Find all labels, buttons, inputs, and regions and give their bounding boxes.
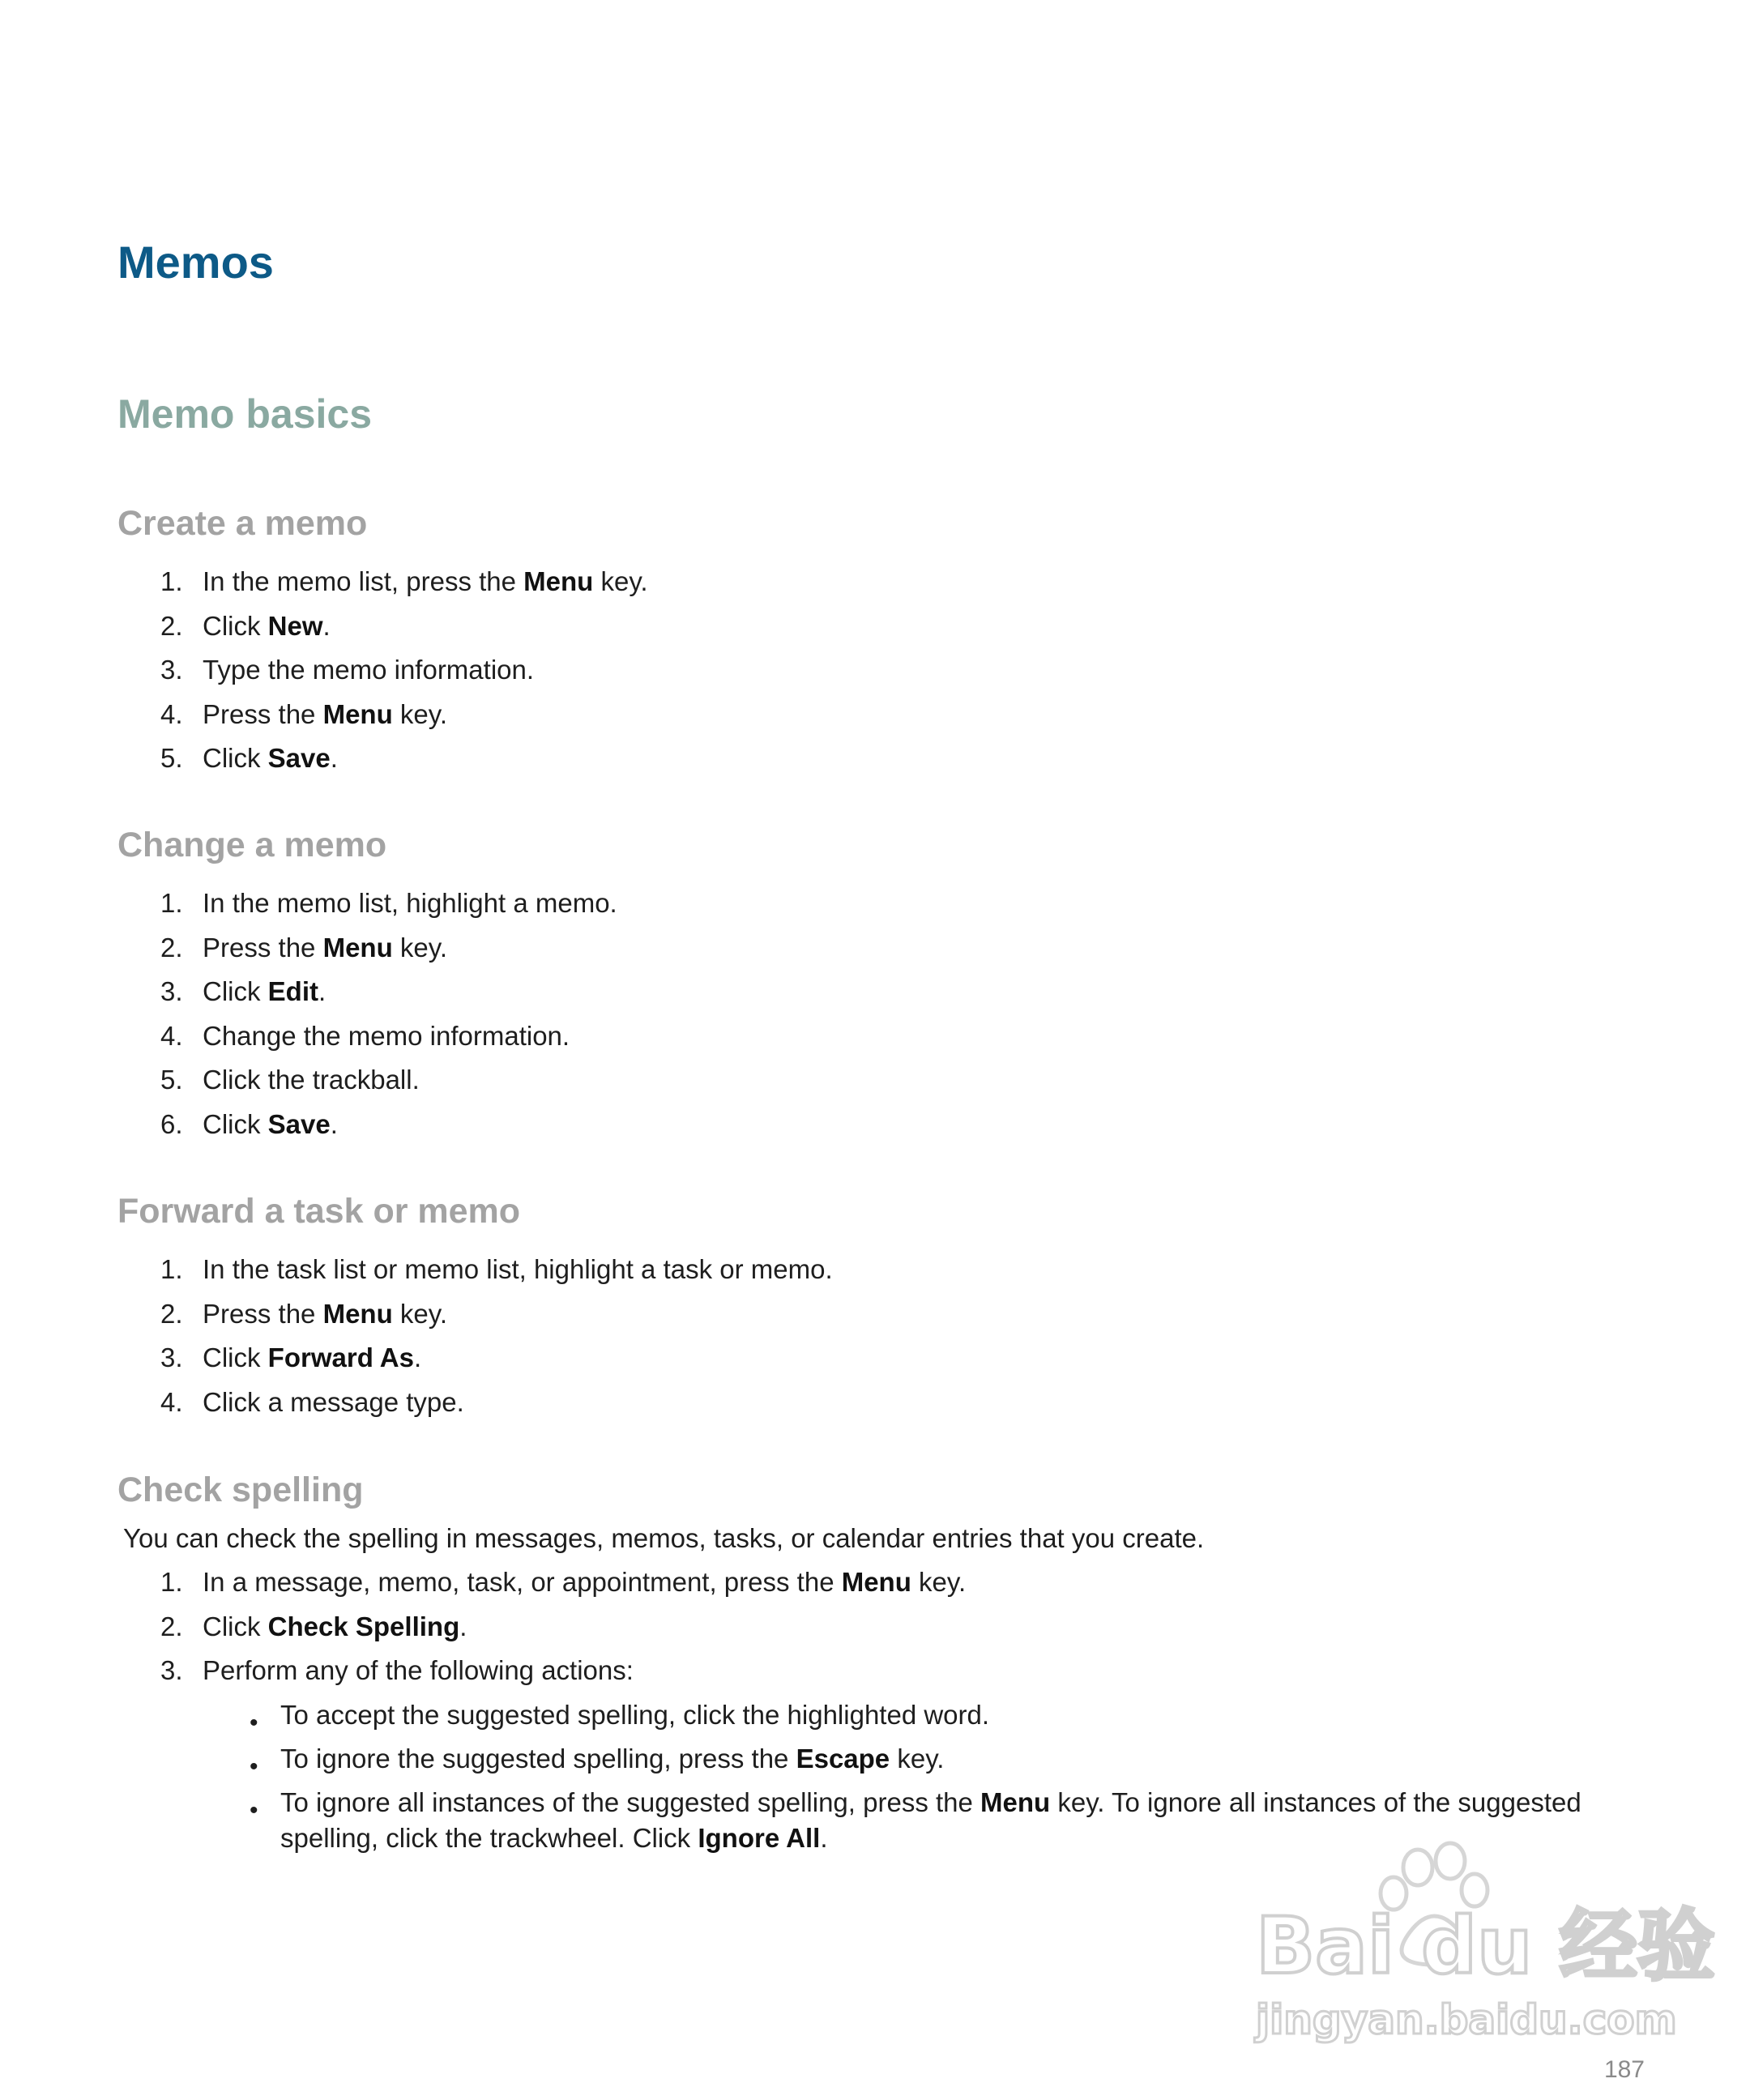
bullet-icon: • <box>250 1709 258 1736</box>
section-title: Memo basics <box>117 391 373 437</box>
step-number: 4. <box>160 1386 183 1417</box>
step-text: In a message, memo, task, or appointment, press the Menu key. <box>203 1567 967 1597</box>
baidu-watermark-logo <box>1248 1843 1715 2046</box>
page-title: Memos <box>117 237 274 288</box>
step-text: Type the memo information. <box>203 655 535 685</box>
bullet-text: To accept the suggested spelling, click the highlighted word. <box>280 1700 990 1730</box>
list-item <box>0 1693 1750 1737</box>
create-memo-heading: Create a memo <box>117 504 368 543</box>
step-number: 2. <box>160 932 183 962</box>
check-spelling-intro: You can check the spelling in messages, memos, tasks, or calendar entries that you create. <box>123 1523 1205 1553</box>
step-number: 6. <box>160 1108 183 1139</box>
bullet-text: To ignore the suggested spelling, press the Escape key. <box>280 1744 945 1773</box>
check-spelling-heading: Check spelling <box>117 1470 364 1509</box>
step-text: Press the Menu key. <box>203 1298 447 1329</box>
step-number: 3. <box>160 1342 183 1372</box>
step-number: 1. <box>160 888 183 918</box>
step-number: 3. <box>160 655 183 685</box>
step-number: 2. <box>160 1298 183 1329</box>
step-number: 4. <box>160 1020 183 1051</box>
change-memo-heading: Change a memo <box>117 826 387 864</box>
bullet-text: To ignore all instances of the suggested spelling, press the Menu key. To ignore all instances of the suggested spelling, click the trackwheel. Click Ignore All. <box>280 1787 1581 1853</box>
step-number: 1. <box>160 1567 183 1597</box>
step-text: Press the Menu key. <box>203 932 447 962</box>
step-text: Perform any of the following actions: <box>203 1655 634 1685</box>
step-number: 4. <box>160 698 183 729</box>
watermark-brand: Bai du 经验 <box>1256 1901 1715 1991</box>
step-number: 3. <box>160 1655 183 1685</box>
step-number: 3. <box>160 976 183 1006</box>
step-text: Press the Menu key. <box>203 698 447 729</box>
step-number: 1. <box>160 566 183 596</box>
list-item <box>0 1737 1750 1781</box>
step-text: Click Save. <box>203 1108 338 1139</box>
step-text: Click Forward As. <box>203 1342 422 1372</box>
step-number: 1. <box>160 1254 183 1284</box>
step-number: 2. <box>160 1611 183 1641</box>
bullet-icon: • <box>250 1753 258 1780</box>
step-text: Click a message type. <box>203 1386 464 1417</box>
bullet-icon: • <box>250 1797 258 1824</box>
spelling-actions-list <box>0 1693 1750 1860</box>
step-text: In the memo list, highlight a memo. <box>203 888 617 918</box>
step-text: In the memo list, press the Menu key. <box>203 566 648 596</box>
step-text: Click Save. <box>203 743 338 773</box>
step-number: 5. <box>160 743 183 773</box>
step-text: Click New. <box>203 610 331 641</box>
watermark-url: jingyan.baidu.com <box>1256 1996 1677 2043</box>
forward-heading: Forward a task or memo <box>117 1192 521 1231</box>
step-text: Change the memo information. <box>203 1020 570 1051</box>
step-number: 5. <box>160 1065 183 1095</box>
page-number: 187 <box>1603 2056 1645 2083</box>
step-text: Click Edit. <box>203 976 327 1006</box>
step-text: Click Check Spelling. <box>203 1611 467 1641</box>
step-number: 2. <box>160 610 183 641</box>
step-text: In the task list or memo list, highlight a task or memo. <box>203 1254 833 1284</box>
step-text: Click the trackball. <box>203 1065 420 1095</box>
